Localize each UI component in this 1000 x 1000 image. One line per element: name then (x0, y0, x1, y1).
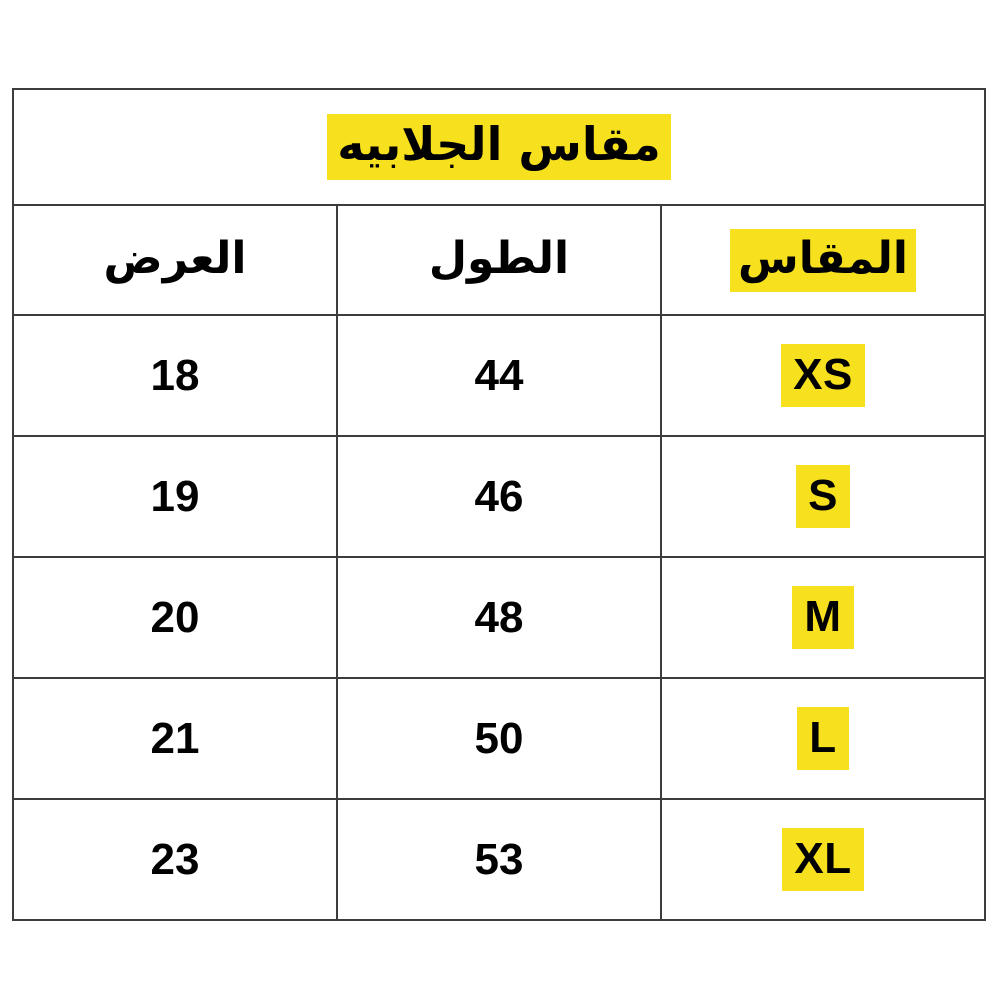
cell-length (337, 799, 661, 920)
table-row (13, 799, 985, 920)
cell-size (661, 799, 985, 920)
table-row (13, 678, 985, 799)
length-value: 46 (474, 471, 524, 521)
size-label: XS (781, 344, 865, 407)
length-value: 44 (474, 350, 524, 400)
cell-width (13, 678, 337, 799)
size-label: XL (782, 828, 863, 891)
length-value: 48 (474, 592, 524, 642)
width-value: 18 (150, 350, 200, 400)
table-row (13, 436, 985, 557)
cell-width (13, 436, 337, 557)
column-header-size (661, 205, 985, 315)
cell-size (661, 315, 985, 436)
size-chart-container (14, 88, 986, 921)
column-header-size-label: المقاس (730, 229, 916, 292)
cell-length (337, 678, 661, 799)
size-label: M (792, 586, 853, 649)
cell-size (661, 557, 985, 678)
column-header-width (13, 205, 337, 315)
table-title-cell (13, 89, 985, 205)
width-value: 19 (150, 471, 200, 521)
table-title-row (13, 89, 985, 205)
column-header-width-label: العرض (103, 232, 247, 284)
cell-length (337, 557, 661, 678)
length-value: 50 (474, 713, 524, 763)
size-label: S (796, 465, 850, 528)
cell-size (661, 678, 985, 799)
table-row (13, 315, 985, 436)
cell-width (13, 315, 337, 436)
cell-length (337, 436, 661, 557)
size-label: L (797, 707, 848, 770)
width-value: 23 (150, 834, 200, 884)
cell-width (13, 557, 337, 678)
cell-length (337, 315, 661, 436)
page-title: مقاس الجلابيه (327, 114, 670, 180)
cell-width (13, 799, 337, 920)
width-value: 20 (150, 592, 200, 642)
table-row (13, 557, 985, 678)
cell-size (661, 436, 985, 557)
table-header-row (13, 205, 985, 315)
column-header-length-label: الطول (428, 232, 570, 284)
column-header-length (337, 205, 661, 315)
width-value: 21 (150, 713, 200, 763)
size-chart-table (12, 88, 986, 921)
length-value: 53 (474, 834, 524, 884)
